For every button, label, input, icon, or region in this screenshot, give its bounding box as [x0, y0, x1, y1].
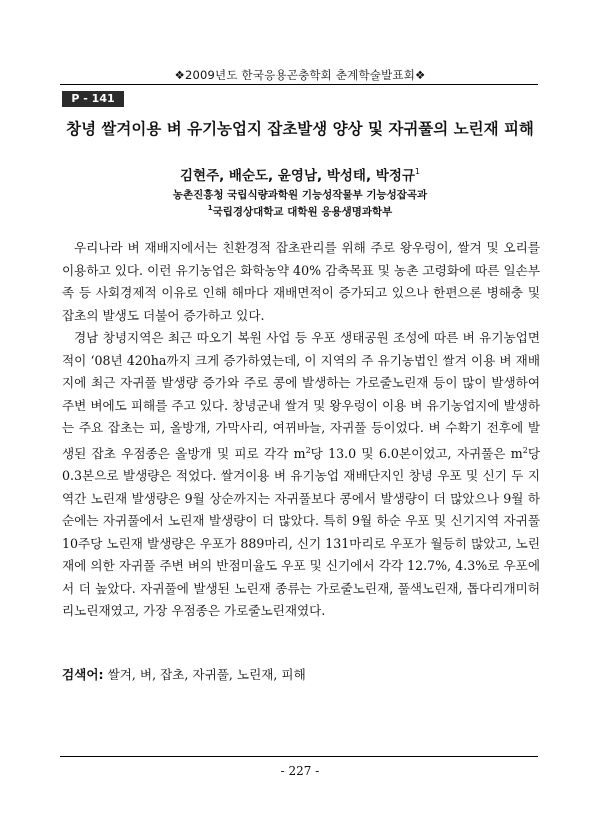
footer-rule	[60, 756, 538, 757]
conference-header: ❖2009년도 한국응용곤충학회 춘계학술발표회❖	[174, 68, 426, 82]
superscript-2a: 2	[305, 445, 311, 455]
author-names: 김현주, 배순도, 윤영남, 박성태, 박정규	[179, 168, 415, 184]
header-rule	[60, 84, 538, 85]
paragraph-1-text: 우리나라 벼 재배지에서는 친환경적 잡초관리를 위해 주로 왕우렁이, 쌀겨 및 오리를 이용하고 있다. 이런 유기농업은 화학농약 40% 감축목표 및 농촌 고령화에 따른 일손부족 등 사회경제적 이유로 인해 해마다 재배면적이 증가되고 있으나 한편으론 병해충 및 잡초의 발생도 더불어 증가하고 있다.	[62, 240, 540, 323]
paragraph-2-text-a: 경남 창녕지역은 최근 따오기 복원 사업 등 우포 생태공원 조성에 따른 벼 유기농업면적이 ‘08년 420ha까지 크게 증가하였는데, 이 지역의 주 유기농법인 쌀겨 이용 벼 재배지에 최근 자귀풀 발생량 증가와 주로 콩에 발생하는 가로줄노린재 등이 많이 발생하여 주변 벼에도 피해를 주고 있다. 창녕군내 쌀겨 및 왕우렁이 이용 벼 유기농업지에 발생하는 주요 잡초는 피, 올방개, 가막사리, 여뀌바늘, 자귀풀 등이었다. 벼 수확기 전후에 발생된 잡초 우점종은 올방개 및 피로 각각 m	[62, 330, 540, 461]
paragraph-2-text-c: 당 0.3본으로 발생량은 적었다. 쌀겨이용 벼 유기농업 재배단지인 창녕 우포 및 신기 두 지역간 노린재 발생량은 9월 상순까지는 자귀풀보다 콩에서 발생량이 더 많았으나 9월 하순에는 자귀풀에서 노린재 발생량이 더 많았다. 특히 9월 하순 우포 및 신기지역 자귀풀 10주당 노린재 발생량은 우포가 889마리, 신기 131마리로 우포가 월등히 많았고, 노린재에 의한 자귀풀 주변 벼의 반점미율도 우포 및 신기에서 각각 12.7%, 4.3%로 우포에서 더 높았다. 자귀풀에 발생된 노린재 종류는 가로줄노린재, 풀색노린재, 톱다리개미허리노린재였고, 가장 우점종은 가로줄노린재였다.	[62, 445, 540, 618]
affiliation-2	[0, 204, 600, 219]
abstract-paragraph-2	[62, 327, 540, 623]
author-list	[0, 164, 600, 184]
keywords-list: 쌀겨, 벼, 잡초, 자귀풀, 노린재, 피해	[107, 667, 306, 682]
keywords-label: 검색어:	[62, 667, 104, 682]
paper-title: 창녕 쌀겨이용 벼 유기농업지 잡초발생 양상 및 자귀풀의 노린재 피해	[66, 120, 534, 138]
affiliation-2-superscript: 1	[207, 204, 213, 212]
author-superscript: 1	[414, 167, 421, 176]
keywords	[62, 664, 540, 683]
paragraph-2-text-b: 당 13.0 및 6.0본이었고, 자귀풀은 m	[310, 445, 523, 461]
page-number: - 227 -	[280, 764, 320, 778]
superscript-2b: 2	[522, 445, 528, 455]
poster-number-badge: P - 141	[62, 91, 124, 107]
abstract-paragraph-1	[62, 237, 540, 327]
affiliation-2-text: 국립경상대학교 대학원 응용생명과학부	[212, 206, 393, 218]
affiliation-1: 농촌진흥청 국립식량과학원 기능성작물부 기능성잡곡과	[172, 189, 428, 201]
